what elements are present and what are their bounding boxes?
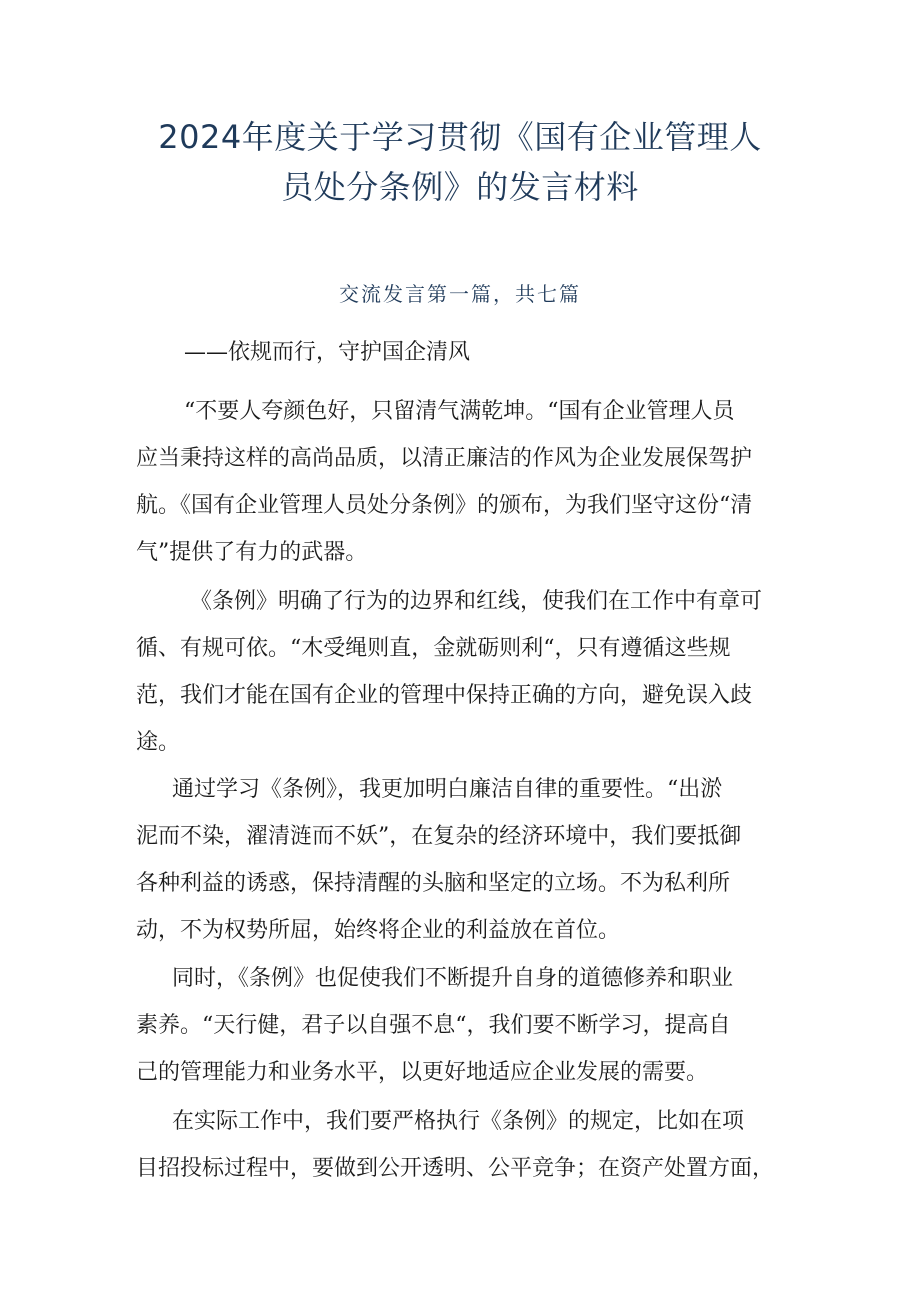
paragraph-3-line-2: 泥而不染，濯清涟而不妖”，在复杂的经济环境中，我们要抵御 [136, 824, 742, 849]
document-subtitle: 交流发言第一篇，共七篇 [339, 282, 581, 306]
theme-line: ——依规而行，守护国企清风 [184, 340, 471, 365]
paragraph-4 [136, 955, 796, 1096]
paragraph-2 [136, 578, 796, 766]
title-line-2: 员处分条例》的发言材料 [281, 168, 639, 206]
paragraph-2-line-4: 途。 [136, 730, 181, 755]
document-title [130, 112, 790, 212]
paragraph-1-line-2: 应当秉持这样的高尚品质，以清正廉洁的作风为企业发展保驾护 [136, 446, 753, 471]
paragraph-1-line-3: 航。《国有企业管理人员处分条例》的颁布，为我们坚守这份“清 [136, 493, 753, 518]
paragraph-3-line-4: 动，不为权势所屈，始终将企业的利益放在首位。 [136, 918, 621, 943]
paragraph-4-line-2: 素养。“天行健，君子以自强不息“，我们要不断学习，提高自 [136, 1013, 731, 1038]
paragraph-5-line-2: 目招投标过程中，要做到公开透明、公平竞争；在资产处置方面， [136, 1156, 775, 1181]
paragraph-3-line-3: 各种利益的诱惑，保持清醒的头脑和坚定的立场。不为私利所 [136, 871, 731, 896]
paragraph-2-line-2: 循、有规可依。“木受绳则直，金就砺则利“，只有遵循这些规 [136, 636, 731, 661]
paragraph-1-line-1: “不要人夸颜色好，只留清气满乾坤。“国有企业管理人员 [184, 399, 735, 424]
paragraph-1 [136, 388, 796, 576]
paragraph-3 [136, 766, 796, 954]
paragraph-5 [136, 1098, 796, 1192]
paragraph-4-line-1: 同时，《条例》也促使我们不断提升自身的道德修养和职业 [172, 966, 734, 991]
paragraph-1-line-4: 气”提供了有力的武器。 [136, 540, 368, 565]
paragraph-3-line-1: 通过学习《条例》，我更加明白廉洁自律的重要性。“出淤 [172, 777, 723, 802]
paragraph-4-line-3: 己的管理能力和业务水平，以更好地适应企业发展的需要。 [136, 1060, 709, 1085]
title-line-1: 2024年度关于学习贯彻《国有企业管理人 [158, 118, 762, 156]
paragraph-2-line-3: 范，我们才能在国有企业的管理中保持正确的方向，避免误入歧 [136, 683, 753, 708]
paragraph-5-line-1: 在实际工作中，我们要严格执行《条例》的规定，比如在项 [172, 1109, 745, 1134]
paragraph-2-line-1: 《条例》明确了行为的边界和红线，使我们在工作中有章可 [190, 589, 763, 614]
